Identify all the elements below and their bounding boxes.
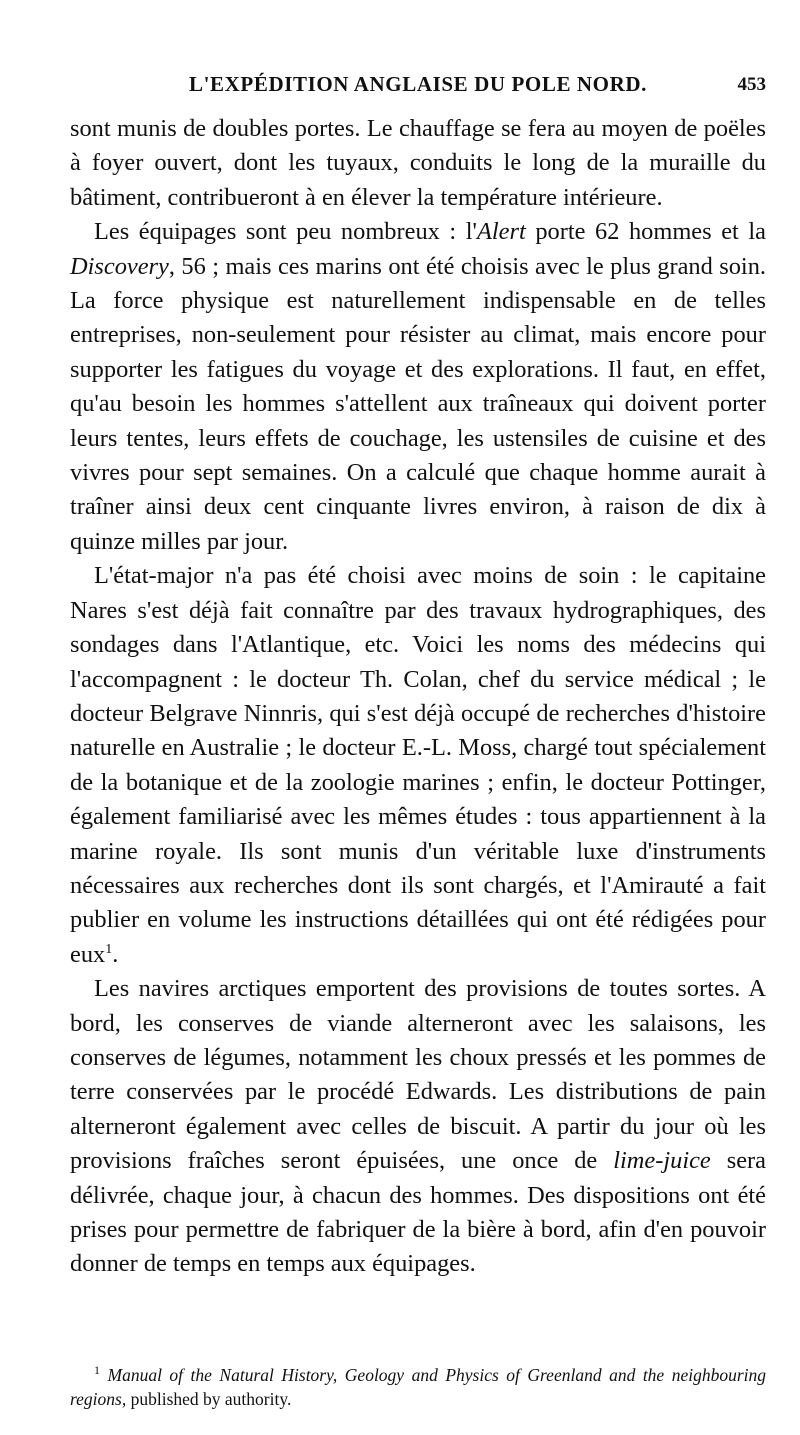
footnote-text: published by authority.	[126, 1388, 292, 1409]
page-number: 453	[737, 74, 766, 95]
page-header	[70, 72, 766, 108]
paragraph-1	[70, 112, 766, 215]
paragraph-2-text-b: porte 62 hommes et la	[525, 218, 766, 246]
ship-name-discovery: Discovery	[70, 252, 169, 280]
footnote-reference: 1	[105, 941, 113, 957]
paragraph-4-text-a: Les navires arctiques emportent des provisions de toutes sortes. A bord, les conserves de viande alterneront avec les salaisons, les conserves de légumes, notamment les choux pressés et les pommes de terre conservées par le procédé Edwards. Les distributions de pain alterneront également avec celles de biscuit. A partir du jour où les provisions fraîches seront épuisées, une once de	[70, 975, 766, 1175]
footnote-mark: 1	[94, 1363, 100, 1377]
running-title: L'EXPÉDITION ANGLAISE DU POLE NORD.	[189, 72, 647, 96]
footnote	[70, 1358, 766, 1411]
paragraph-3	[70, 559, 766, 972]
ship-name-alert: Alert	[476, 218, 526, 246]
paragraph-3-text-a: L'état-major n'a pas été choisi avec moins de soin : le capitaine Nares s'est déjà fait connaître par des travaux hydrographiques, des sondages dans l'Atlantique, etc. Voici les noms des médecins qui l'accompagnent : le docteur Th. Colan, chef du service médical ; le docteur Belgrave Ninnris, qui s'est déjà occupé de recherches d'histoire naturelle en Australie ; le docteur E.-L. Moss, chargé tout spécialement de la botanique et de la zoologie marines ; enfin, le docteur Pottinger, également familiarisé avec les mêmes études : tous appartiennent à la marine royale. Ils sont munis d'un véritable luxe d'instruments nécessaires aux recherches dont ils sont chargés, et l'Amirauté a fait publier en volume les instructions détaillées qui ont été rédigées pour eux	[70, 562, 766, 968]
paragraph-1-text: sont munis de doubles portes. Le chauffage se fera au moyen de poëles à foyer ouvert, dont les tuyaux, conduits le long de la muraille du bâtiment, contribueront à en élever la température intérieure.	[70, 115, 766, 211]
term-lime-juice: lime-juice	[613, 1147, 711, 1175]
body-text	[70, 112, 766, 1282]
paragraph-4-text-b: sera délivrée, chaque jour, à chacun des hommes. Des dispositions ont été prises pour permettre de fabriquer de la bière à bord, afin d'en pouvoir donner de temps en temps aux équipages.	[70, 1147, 766, 1278]
paragraph-2-text-a: Les équipages sont peu nombreux : l'	[94, 218, 477, 246]
footnote-title: Manual of the Natural History, Geology and Physics of Greenland and the neighbouring regions,	[70, 1364, 766, 1409]
paragraph-2-text-c: , 56 ; mais ces marins ont été choisis avec le plus grand soin. La force physique est naturellement indispensable en de telles entreprises, non-seulement pour résister au climat, mais encore pour supporter les fatigues du voyage et des explorations. Il faut, en effet, qu'au besoin les hommes s'attellent aux traîneaux qui doivent porter leurs tentes, leurs effets de couchage, les ustensiles de cuisine et des vivres pour sept semaines. On a calculé que chaque homme aurait à traîner ainsi deux cent cinquante livres environ, à raison de dix à quinze milles par jour.	[70, 252, 766, 555]
paragraph-3-text-b: .	[112, 940, 119, 968]
paragraph-4	[70, 972, 766, 1282]
paragraph-2	[70, 215, 766, 559]
